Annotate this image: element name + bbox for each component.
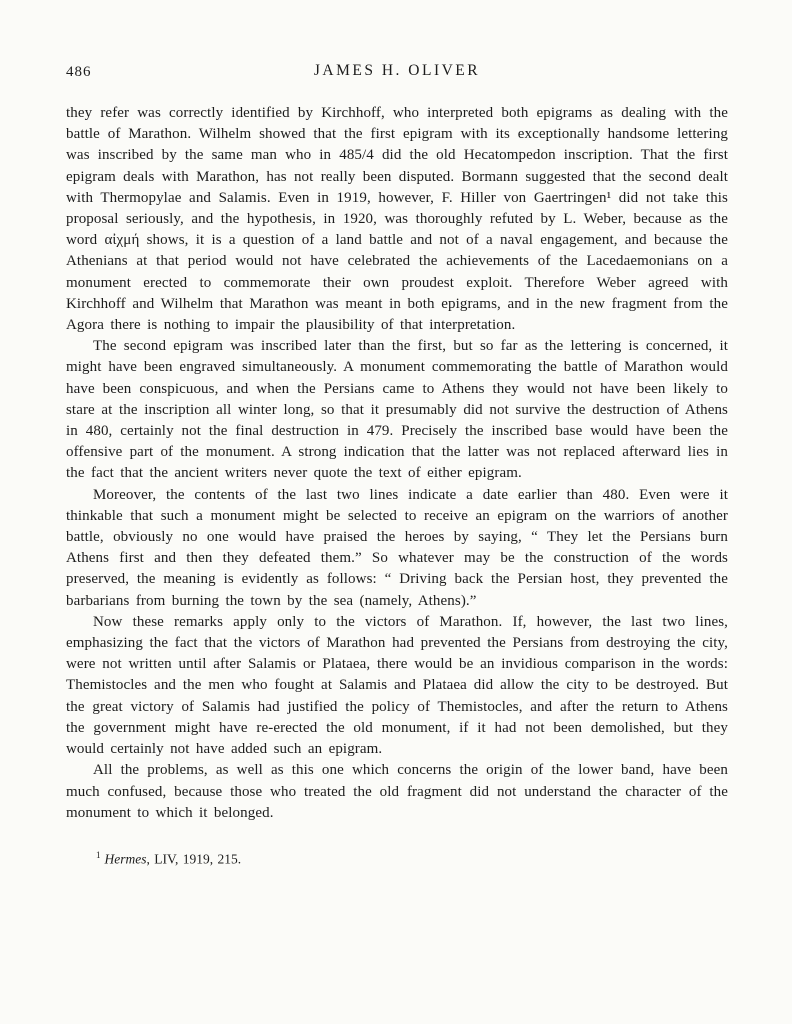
- running-head-author: JAMES H. OLIVER: [313, 62, 481, 79]
- footnote-marker: 1: [96, 849, 101, 860]
- footnote-work-title: Hermes: [104, 851, 147, 867]
- page-number: 486: [66, 64, 92, 80]
- paragraph-1: they refer was correctly identified by Kirchhoff, who interpreted both epigrams as dealing with the battle of Marathon. Wilhelm showed that the first epigram with its exceptionally handsome lettering was inscribed by the same man who in 485/4 did the old Hecatompedon inscription. That the first epigram deals with Marathon, has not really been disputed. Bormann suggested that the second dealt with Thermopylae and Salamis. Even in 1919, however, F. Hiller von Gaertringen¹ did not take this proposal seriously, and the hypothesis, in 1920, was thoroughly refuted by L. Weber, because as the word αἰχμή shows, it is a question of a land battle and not of a naval engagement, and because the Athenians at that period would not have celebrated the achievements of the Lacedaemonians on a monument erected to commemorate their own proudest exploit. Therefore Weber agreed with Kirchhoff and Wilhelm that Marathon was meant in both epigrams, and in the new fragment from the Agora there is nothing to impair the plausibility of that interpretation.: [66, 105, 728, 334]
- footnote-citation: , LIV, 1919, 215.: [146, 851, 242, 867]
- paragraph-3: Moreover, the contents of the last two lines indicate a date earlier than 480. Even were it thinkable that such a monument might be selected to receive an epigram on the warriors of another battle, obviously no one would have praised the heroes by saying, “ They let the Persians burn Athens first and then they defeated them.” So whatever may be the construction of the words preserved, the meaning is evidently as follows: “ Driving back the Persian host, they prevented the barbarians from burning the town by the sea (namely, Athens).”: [66, 486, 728, 609]
- page-header: [66, 62, 728, 86]
- paragraph-2: The second epigram was inscribed later than the first, but so far as the lettering is concerned, it might have been engraved simultaneously. A monument commemorating the battle of Marathon would have been conspicuous, and when the Persians came to Athens they would not have been likely to stare at the inscription all winter long, so that it presumably did not survive the destruction of Athens in 480, certainly not the final destruction in 479. Precisely the inscribed base would have been the offensive part of the monument. A strong indication that the latter was not replaced afterward lies in the fact that the ancient writers never quote the text of either epigram.: [66, 338, 728, 482]
- paragraph-5: All the problems, as well as this one which concerns the origin of the lower band, have been much confused, because those who treated the old fragment did not understand the character of the monument to which it belonged.: [66, 762, 728, 821]
- paragraph-4: Now these remarks apply only to the victors of Marathon. If, however, the last two lines, emphasizing the fact that the victors of Marathon had prevented the Persians from destroying the city, were not written until after Salamis or Plataea, there would be an invidious comparison in the words: Themistocles and the men who fought at Salamis and Plataea did allow the city to be destroyed. But the great victory of Salamis had justified the policy of Themistocles, and after the return to Athens the government might have re-erected the old monument, if it had not been demolished, but they would certainly not have added such an epigram.: [66, 613, 728, 758]
- text-block: [66, 62, 728, 867]
- footnote: [66, 850, 728, 868]
- article-body: [66, 103, 728, 824]
